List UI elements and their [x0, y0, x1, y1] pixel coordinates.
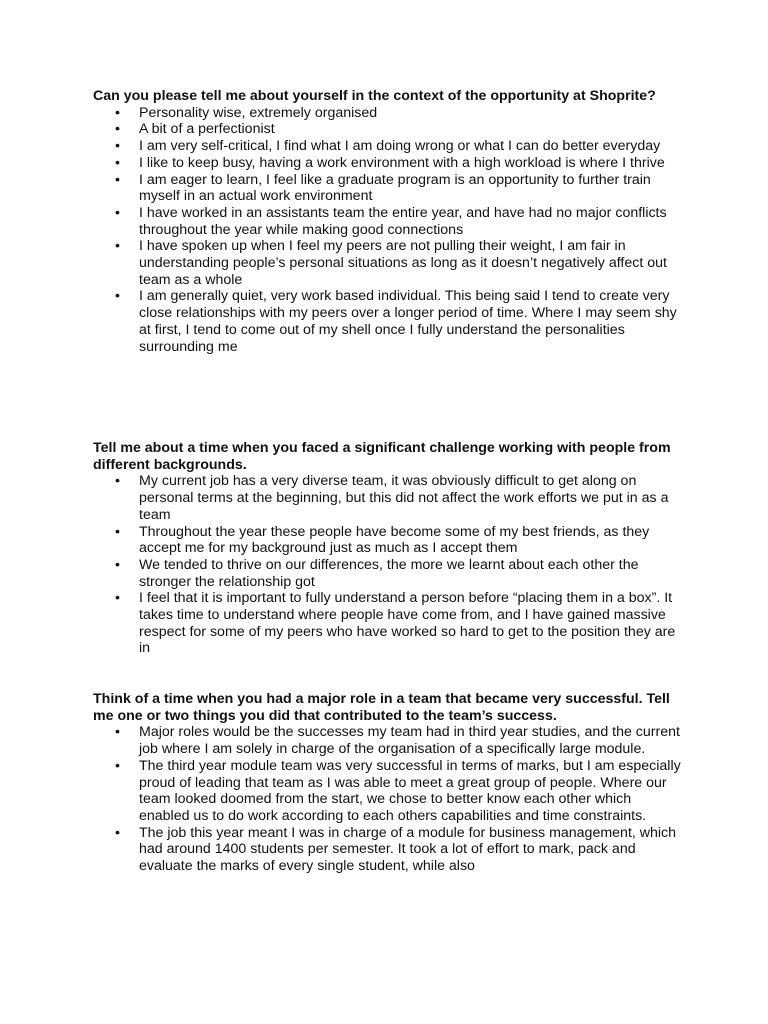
question-section-diverse-backgrounds	[93, 440, 683, 657]
list-item-text: Major roles would be the successes my team had in third year studies, and the current job where I am solely in charge of the organisation of a specifically large module.	[139, 724, 680, 758]
list-item-text: I feel that it is important to fully understand a person before “placing them in a box”. It takes time to understand where people have come from, and I have gained massive respect for some of my peers who have worked so hard to get to the position they are in	[139, 590, 676, 657]
question-heading: Think of a time when you had a major role in a team that became very successful. Tell me one or two things you did that contributed to the team’s success.	[93, 691, 670, 724]
question-section-team-success	[93, 691, 683, 875]
bullet-icon: •	[115, 104, 120, 121]
bullet-icon: •	[115, 288, 120, 305]
list-item	[93, 724, 683, 757]
list-item	[93, 121, 683, 138]
list-item	[93, 590, 683, 657]
bullet-icon: •	[115, 523, 120, 540]
bullet-icon: •	[115, 138, 120, 155]
list-item-text: A bit of a perfectionist	[139, 121, 275, 138]
bullet-icon: •	[115, 757, 120, 774]
bullet-icon: •	[115, 121, 120, 138]
list-item-text: I like to keep busy, having a work environment with a high workload is where I thrive	[139, 154, 665, 171]
bullet-icon: •	[115, 724, 120, 741]
question-section-about-yourself	[93, 88, 683, 355]
list-item	[93, 473, 683, 523]
bullet-icon: •	[115, 473, 120, 490]
bullet-icon: •	[115, 154, 120, 171]
list-item-text: The third year module team was very successful in terms of marks, but I am especially proud of leading that team as I was able to meet a great group of people. Where our team looked doomed from the start, we chose to better know each other which enabled us to do work according to each others capabilities and time constraints.	[139, 757, 681, 824]
bullet-icon: •	[115, 556, 120, 573]
list-item-text: The job this year meant I was in charge of a module for business management, which had around 1400 students per semester. It took a lot of effort to mark, pack and evaluate the marks of every single student, while also	[139, 824, 677, 875]
list-item-text: We tended to thrive on our differences, the more we learnt about each other the stronger the relationship got	[139, 556, 639, 590]
bullet-icon: •	[115, 238, 120, 255]
bullet-icon: •	[115, 824, 120, 841]
list-item-text: I am generally quiet, very work based individual. This being said I tend to create very close relationships with my peers over a longer period of time. Where I may seem shy at first, I tend to come out of my shell once I fully understand the personalities surrounding me	[139, 288, 677, 355]
question-heading: Tell me about a time when you faced a significant challenge working with people from different backgrounds.	[93, 440, 671, 473]
list-item	[93, 524, 683, 557]
list-item	[93, 155, 683, 172]
list-item-text: I am very self-critical, I find what I am doing wrong or what I can do better everyday	[139, 138, 661, 155]
list-item	[93, 288, 683, 355]
list-item-text: Throughout the year these people have become some of my best friends, as they accept me for my background just as much as I accept them	[139, 523, 650, 557]
bullet-icon: •	[115, 171, 120, 188]
list-item	[93, 205, 683, 238]
list-item	[93, 105, 683, 122]
answer-list	[93, 724, 683, 874]
list-item-text: Personality wise, extremely organised	[139, 104, 378, 121]
list-item-text: I have worked in an assistants team the entire year, and have had no major conflicts throughout the year while making good connections	[139, 204, 667, 238]
list-item	[93, 557, 683, 590]
answer-list	[93, 105, 683, 356]
list-item-text: I have spoken up when I feel my peers are not pulling their weight, I am fair in understanding people’s personal situations as long as it doesn’t negatively affect out team as a whole	[139, 238, 667, 288]
list-item	[93, 138, 683, 155]
list-item	[93, 825, 683, 875]
question-heading: Can you please tell me about yourself in the context of the opportunity at Shoprite?	[93, 88, 656, 104]
bullet-icon: •	[115, 204, 120, 221]
list-item-text: My current job has a very diverse team, it was obviously difficult to get along on personal terms at the beginning, but this did not affect the work efforts we put in as a team	[139, 473, 669, 523]
list-item-text: I am eager to learn, I feel like a graduate program is an opportunity to further train myself in an actual work environment	[139, 171, 651, 205]
list-item	[93, 172, 683, 205]
list-item	[93, 238, 683, 288]
answer-list	[93, 473, 683, 657]
bullet-icon: •	[115, 590, 120, 607]
list-item	[93, 758, 683, 825]
